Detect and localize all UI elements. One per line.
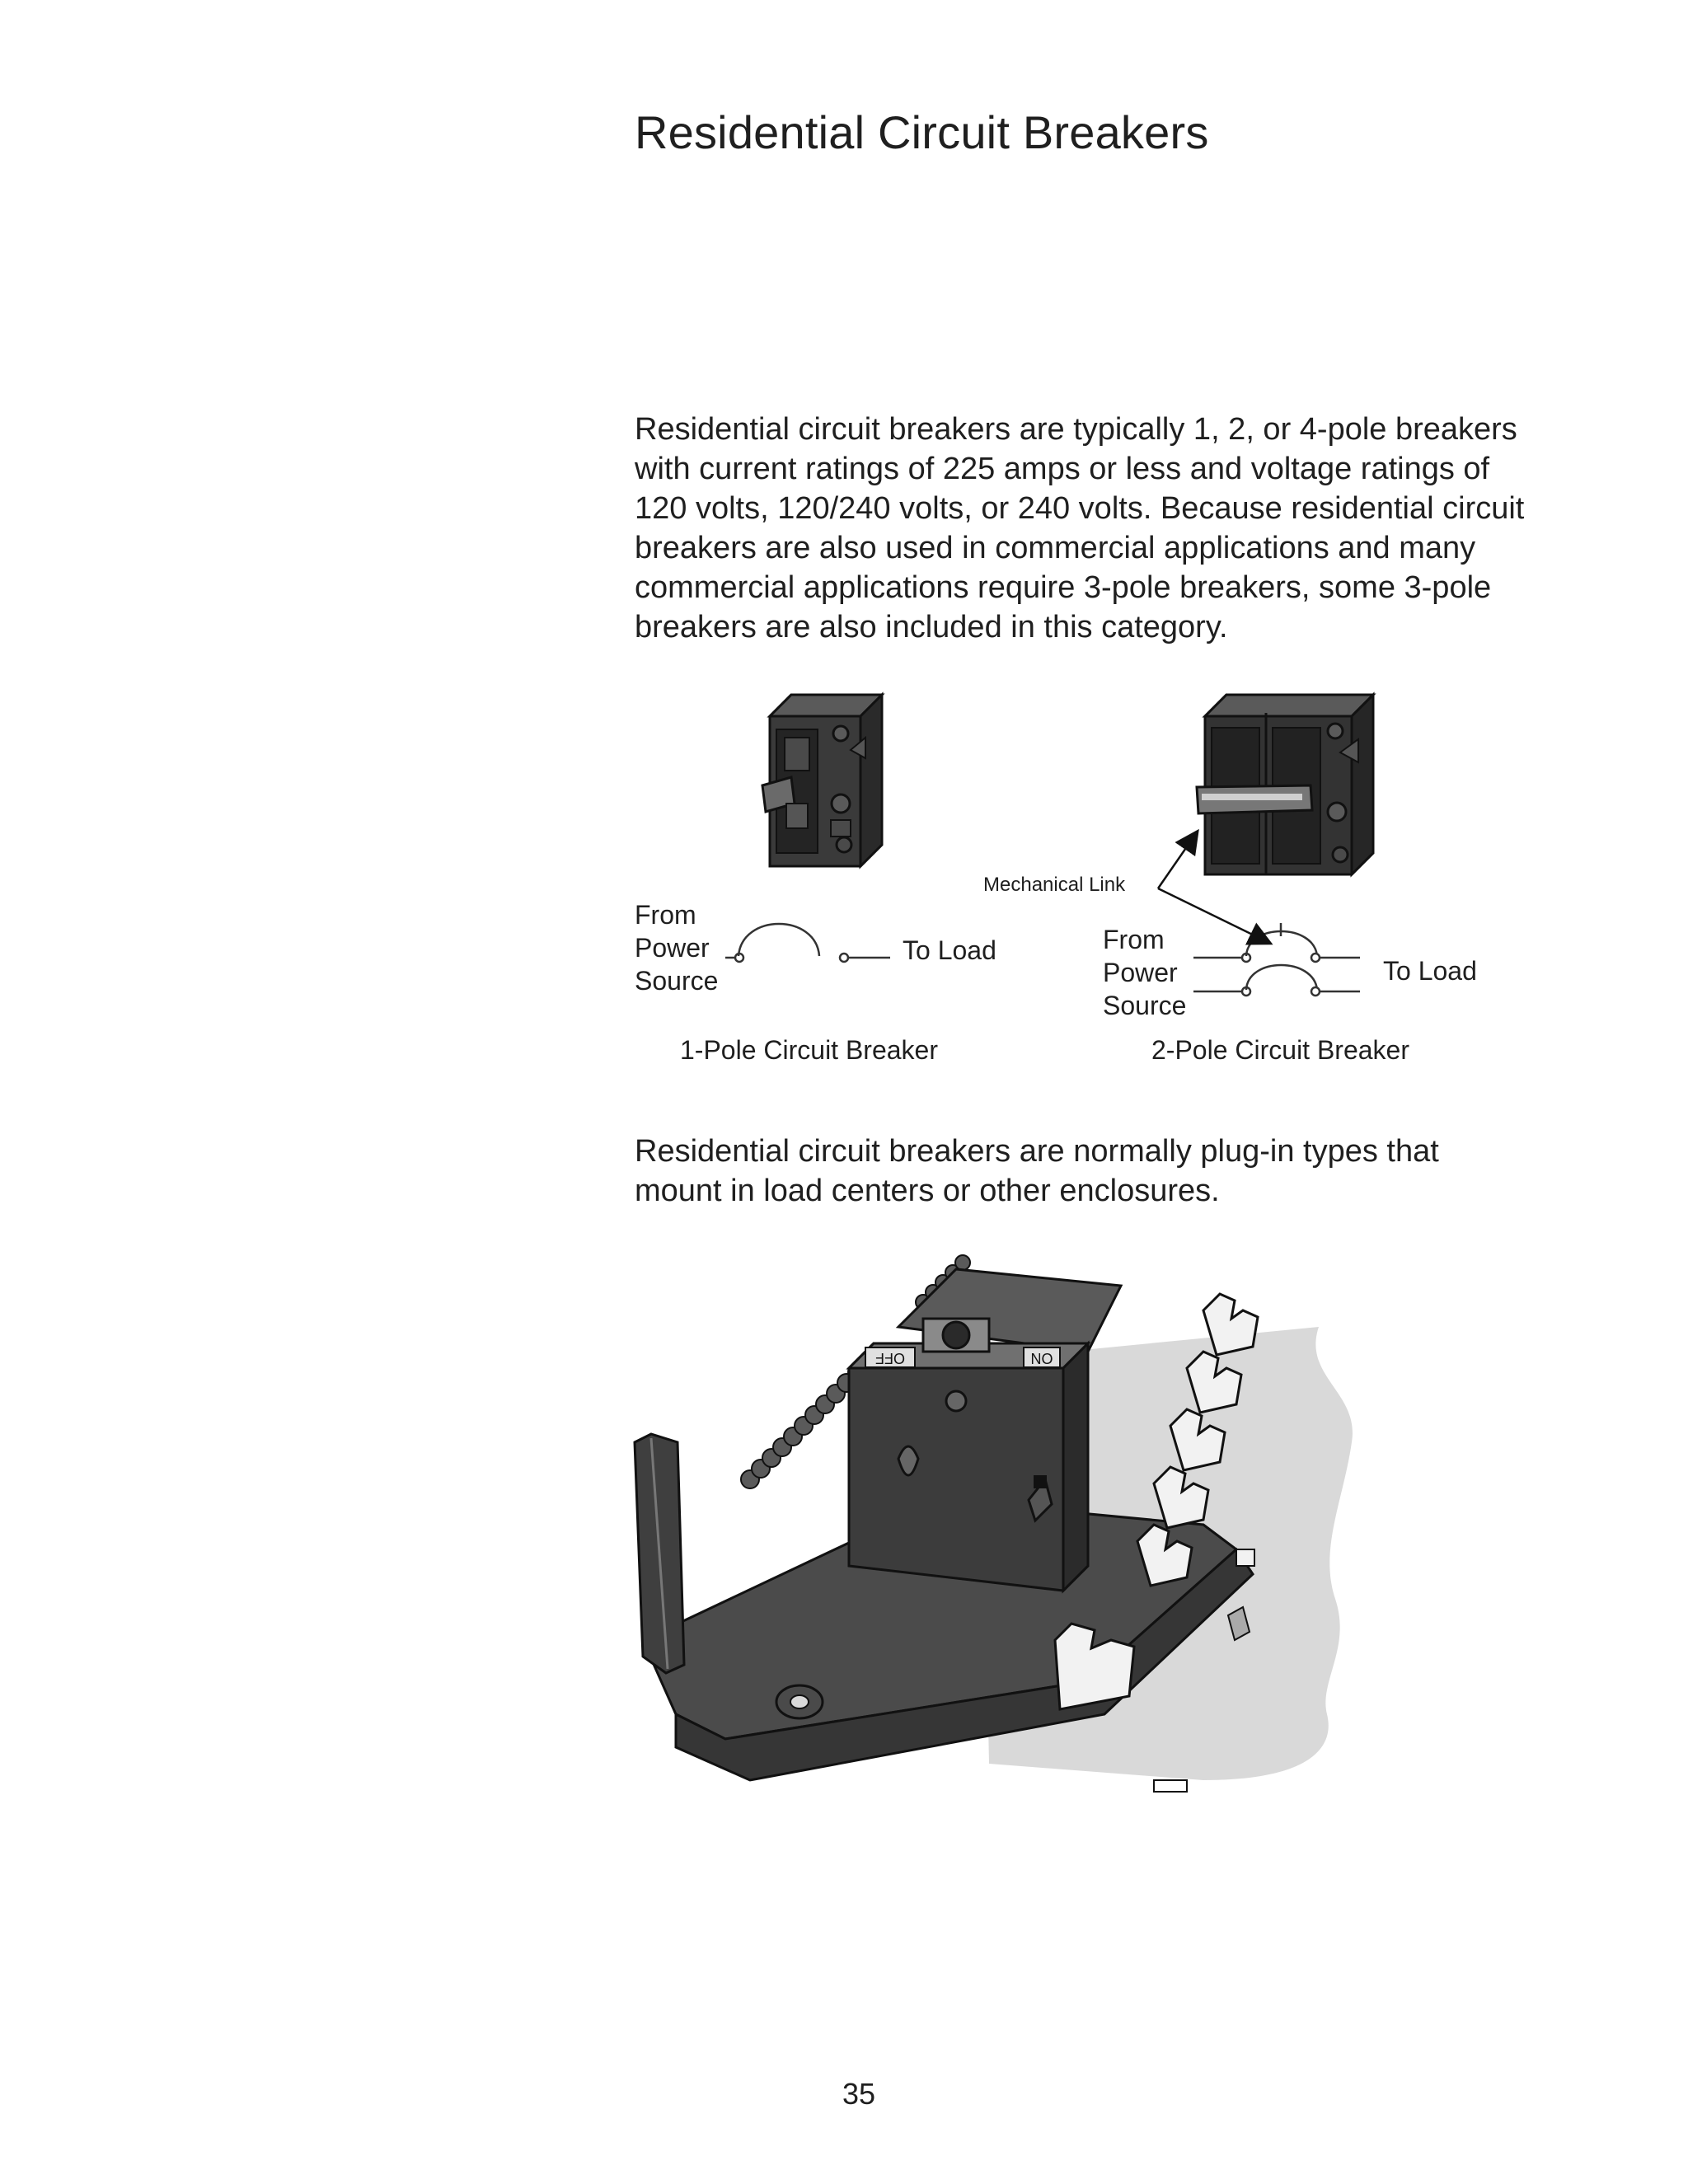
paragraph-line: breakers are also used in commercial applications and many xyxy=(635,531,1476,565)
breaker-marking-off: OFF xyxy=(875,1350,905,1366)
breaker-marking-on: ON xyxy=(1030,1350,1053,1366)
label-line: Power xyxy=(1103,958,1178,987)
one-pole-to-load-label: To Load xyxy=(903,935,996,965)
breaker-schematic xyxy=(626,791,1533,1055)
label-line: From xyxy=(1103,925,1165,954)
paragraph-line: breakers are also included in this category. xyxy=(635,610,1228,644)
load-center-illustration xyxy=(626,1253,1368,1797)
two-pole-to-load-label: To Load xyxy=(1383,956,1477,986)
one-pole-schematic xyxy=(725,924,890,962)
paragraph-line: Residential circuit breakers are typically 1, 2, or 4-pole breakers xyxy=(635,412,1517,447)
paragraph-line: commercial applications require 3-pole breakers, some 3-pole xyxy=(635,570,1492,605)
label-line: From xyxy=(635,900,696,930)
two-pole-caption: 2-Pole Circuit Breaker xyxy=(1151,1035,1409,1065)
two-pole-from-label xyxy=(1103,923,1186,1022)
two-pole-schematic xyxy=(1193,923,1360,996)
paragraph-line: mount in load centers or other enclosures. xyxy=(635,1174,1220,1208)
page-number: 35 xyxy=(842,2077,876,2111)
one-pole-from-label xyxy=(635,898,718,997)
paragraph-line: Residential circuit breakers are normally plug-in types that xyxy=(635,1134,1439,1169)
label-line: Source xyxy=(635,966,719,996)
label-line: Source xyxy=(1103,991,1187,1020)
label-line: Power xyxy=(635,933,710,963)
page-title: Residential Circuit Breakers xyxy=(635,106,1209,158)
paragraph-line: 120 volts, 120/240 volts, or 240 volts. Because residential circuit xyxy=(635,491,1525,526)
paragraph-line: with current ratings of 225 amps or less and voltage ratings of xyxy=(635,452,1490,486)
mounting-paragraph xyxy=(635,1132,1591,1211)
one-pole-caption: 1-Pole Circuit Breaker xyxy=(680,1035,938,1065)
mechanical-link-label: Mechanical Link xyxy=(983,874,1126,896)
intro-paragraph xyxy=(635,410,1591,647)
